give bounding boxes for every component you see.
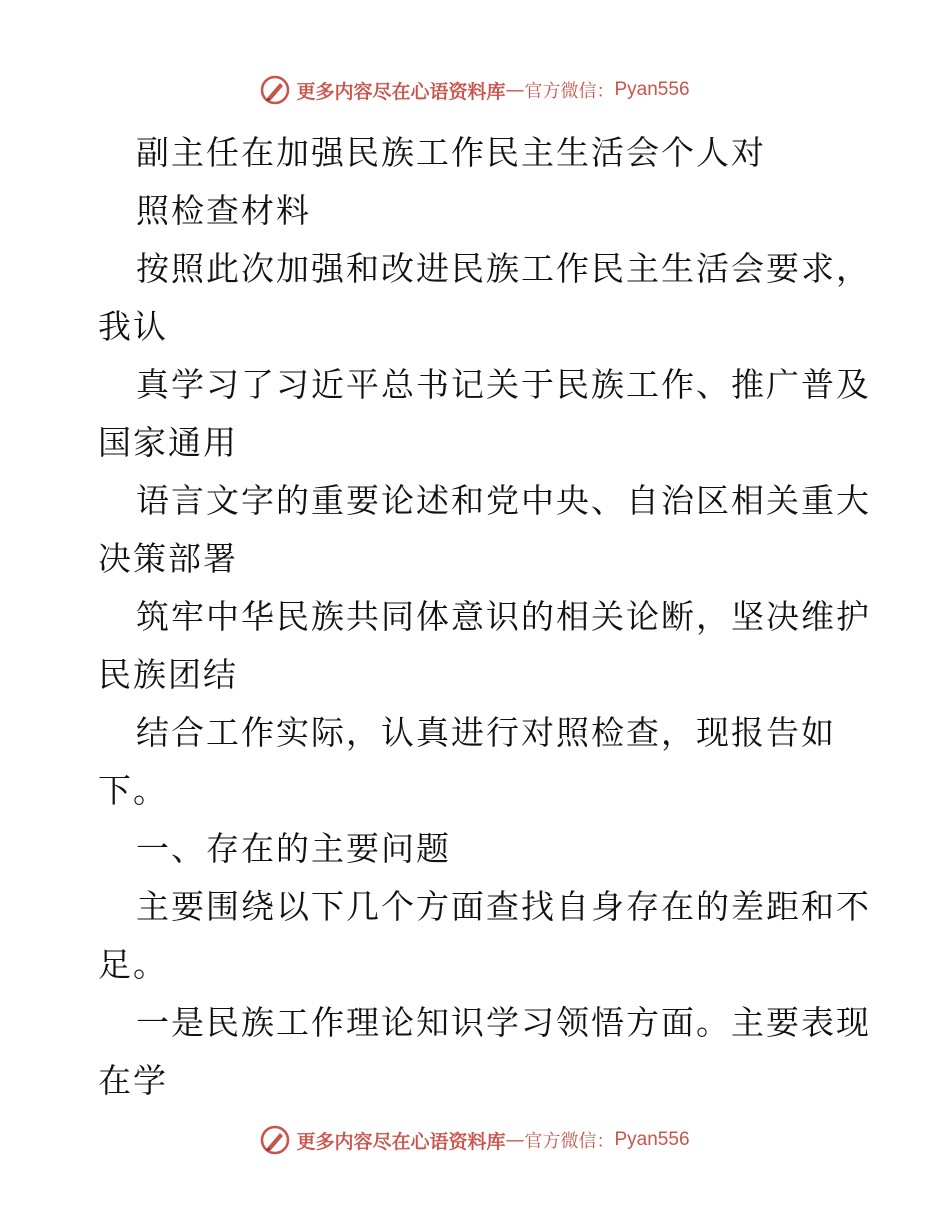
paragraph-line: 在学 xyxy=(98,1061,168,1100)
banner-dash: — xyxy=(505,79,525,101)
paragraph-line: 筑牢中华民族共同体意识的相关论断，坚决维护 xyxy=(136,597,871,636)
banner-dash: — xyxy=(505,1129,525,1151)
pen-logo-icon xyxy=(260,1125,290,1155)
document-title-line-2: 照检查材料 xyxy=(136,191,311,230)
banner-text: 更多内容尽在心语资料库 xyxy=(296,80,506,103)
banner-wechat-label: 官方微信： xyxy=(524,81,615,102)
paragraph-line: 足。 xyxy=(98,945,168,984)
paragraph-line: 我认 xyxy=(98,307,168,346)
pen-logo-icon xyxy=(260,75,290,105)
header-banner xyxy=(0,70,950,110)
banner-text: 更多内容尽在心语资料库 xyxy=(296,1130,506,1153)
paragraph-line: 下。 xyxy=(98,771,168,810)
document-body xyxy=(98,124,871,1110)
banner-wechat-id: Pyan556 xyxy=(614,1129,690,1150)
footer-banner xyxy=(0,1120,950,1160)
document-title-line-1: 副主任在加强民族工作民主生活会个人对 xyxy=(136,133,766,172)
paragraph-line: 主要围绕以下几个方面查找自身存在的差距和不 xyxy=(136,887,871,926)
paragraph-line: 一是民族工作理论知识学习领悟方面。主要表现 xyxy=(136,1003,871,1042)
section-heading: 一、存在的主要问题 xyxy=(136,829,451,868)
paragraph-line: 民族团结 xyxy=(98,655,238,694)
banner-wechat-label: 官方微信： xyxy=(524,1131,615,1152)
paragraph-line: 语言文字的重要论述和党中央、自治区相关重大 xyxy=(136,481,871,520)
paragraph-line: 结合工作实际，认真进行对照检查，现报告如 xyxy=(136,713,836,752)
paragraph-line: 真学习了习近平总书记关于民族工作、推广普及 xyxy=(136,365,871,404)
paragraph-line: 国家通用 xyxy=(98,423,238,462)
paragraph-line: 按照此次加强和改进民族工作民主生活会要求， xyxy=(136,249,871,288)
banner-wechat-id: Pyan556 xyxy=(614,79,690,100)
paragraph-line: 决策部署 xyxy=(98,539,238,578)
